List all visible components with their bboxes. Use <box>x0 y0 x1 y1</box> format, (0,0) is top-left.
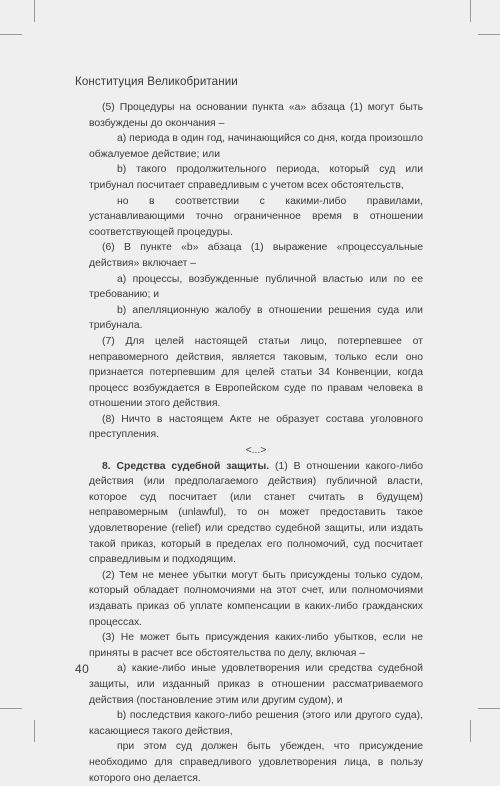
paragraph: b) апелляционную жалобу в отношении решения суда или трибунала. <box>89 304 423 332</box>
paragraph-text: (1) В отношении какого-либо действия (или предполагаемого действия) публичной власти, которое суд посчитает (или станет считать в будущем) неправомерным (unlawful), то он может предоставить такое удовлетворение (relief) или средство судебной защиты, или издать такой приказ, который в пределах его полномочий, суд посчитает справедливым и подходящим. <box>89 460 423 566</box>
crop-mark <box>0 34 22 35</box>
paragraph: (7) Для целей настоящей статьи лицо, потерпевшее от неправомерного действия, является таковым, только если оно признается потерпевшим для целей статьи 34 Конвенции, когда процесс возбуждается в Европейском суде по правам человека в отношении этого действия. <box>89 335 423 410</box>
crop-mark <box>478 708 500 709</box>
paragraph: b) такого продолжительного периода, который суд или трибунал посчитает справедливым с учетом всех обстоятельств, <box>89 164 423 191</box>
crop-mark <box>34 0 35 22</box>
body-text <box>89 100 423 786</box>
paragraph: а) какие-либо иные удовлетворения или средства судебной защиты, или изданный приказ в отношении рассматриваемого действия (постановление этим или другим судом), и <box>89 663 423 706</box>
paragraph: а) периода в один год, начинающийся со дня, когда произошло обжалуемое действие; или <box>89 133 423 160</box>
paragraph: b) последствия какого-либо решения (этого или другого суда), касающиеся такого действия, <box>89 710 423 737</box>
paragraph: (6) В пункте «b» абзаца (1) выражение «процессуальные действия» включает – <box>89 242 423 269</box>
crop-mark <box>478 34 500 35</box>
crop-mark <box>34 720 35 742</box>
crop-mark <box>470 0 471 22</box>
paragraph: а) процессы, возбужденные публичной властью или по ее требованию; и <box>89 273 423 301</box>
paragraph: но в соответствии с какими-либо правилами, устанавливающими точно ограниченное время в отношении соответствующей процедуры. <box>89 195 423 238</box>
paragraph: (2) Тем не менее убытки могут быть присуждены только судом, который обладает полномочиями на этот счет, или полномочиями издавать приказ об уплате компенсации в каких-либо гражданских процессах. <box>89 569 423 628</box>
paragraph: (3) Не может быть присуждения каких-либо убытков, если не приняты в расчет все обстоятельства по делу, включая – <box>89 632 423 659</box>
crop-mark <box>0 708 22 709</box>
paragraph: при этом суд должен быть убежден, что присуждение необходимо для справедливого удовлетворения лица, в пользу которого оно делается. <box>89 741 423 784</box>
page-number: 40 <box>75 662 90 676</box>
paragraph: (8) Ничто в настоящем Акте не образует состава уголовного преступления. <box>89 413 423 441</box>
paragraph <box>89 459 423 568</box>
section-heading: 8. Средства судебной защиты. <box>102 460 270 472</box>
running-head: Конституция Великобритании <box>75 75 238 88</box>
omission-mark: <...> <box>245 445 267 457</box>
paragraph: (5) Процедуры на основании пункта «а» абзаца (1) могут быть возбуждены до окончания – <box>89 102 423 129</box>
crop-mark <box>470 720 471 742</box>
